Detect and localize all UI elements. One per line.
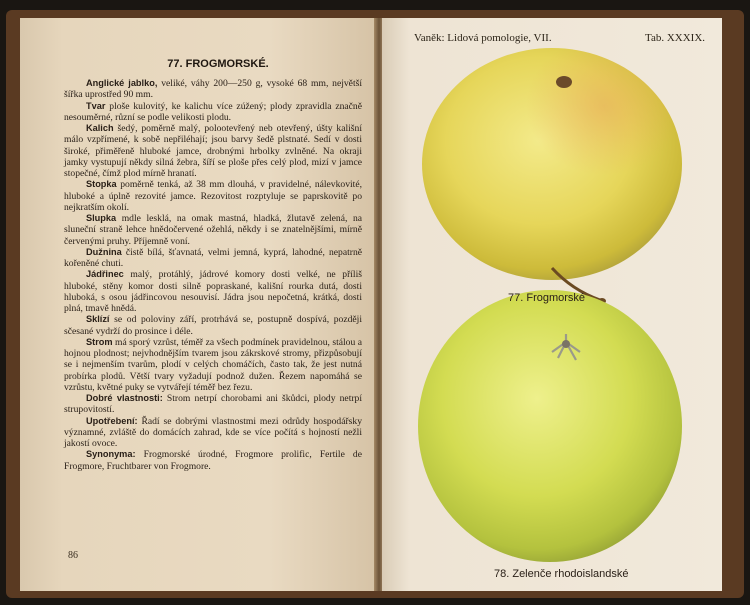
paragraph-lead: Kalich <box>86 123 114 133</box>
description-paragraph <box>64 269 362 314</box>
paragraph-lead: Stopka <box>86 179 117 190</box>
apple-illustrations <box>382 40 722 570</box>
paragraph-lead: Synonyma: <box>86 449 136 460</box>
paragraph-lead: Jádřinec <box>86 269 124 280</box>
paragraph-text: Frogmorské úrodné, Frogmore prolific, Fertile de Frogmore, Fruchtbarer von Frogmore. <box>64 449 362 472</box>
paragraph-lead: Sklízí <box>86 314 110 325</box>
paragraph-text: šedý, poměrně malý, polootevřený neb otevřený, úšty kališní málo vzpřímené, k sobě nepřiléhají; jsou barvy šedě plstnaté. Sedí v dosti široké, přiměřeně hluboké jamce, drobnými hrbolky zvlněné. Na okraji jamky vystupují někdy silná žebra, šíří se ploše přes celý plod, mizí v jamce stopečné, čímž plod mírně hranatí. <box>64 123 362 179</box>
caption-frogmorske: 77. Frogmorské <box>508 292 586 304</box>
paragraph-text: mdle lesklá, na omak mastná, hladká, žlutavě zelená, na sluneční straně lehce hnědočervené ožehlá, někdy i se znatelnějšími, mírně červenými pruhy. Příjemně voní. <box>64 213 362 247</box>
paragraph-text: veliké, váhy 200—250 g, vysoké 68 mm, největší šířka uprostřed 90 mm. <box>64 78 363 101</box>
description-paragraph <box>64 337 362 393</box>
paragraph-text: ploše kulovitý, ke kalichu více zúžený; plody zpravidla značně nesouměrné, různí se podle velikosti plodu. <box>64 100 362 123</box>
paragraph-lead: Upotřebení: <box>86 415 138 426</box>
description-paragraph <box>64 416 362 450</box>
plate-header-book: Vaněk: Lidová pomologie, VII. <box>414 32 552 44</box>
page-number: 86 <box>68 550 78 561</box>
paragraph-text: poměrně tenká, až 38 mm dlouhá, v pravidelné, nálevkovité, hluboké a úplně rezovité jamce. Rezovitost rozptyluje se paprskovitě po nejkratším okolí. <box>64 179 362 213</box>
paragraph-text: čistě bílá, šťavnatá, velmi jemná, kyprá, lahodné, nepatrně kořeněné chuti. <box>64 246 362 269</box>
description-paragraph <box>64 247 362 270</box>
description-paragraph <box>64 101 362 124</box>
paragraph-text: má sporý vzrůst, téměř za všech podmínek pravidelnou, stálou a hojnou plodnost; nejvhodnějším tvarem jsou zákrskové stromy, přizpůsobují se i nejmenším tvarům, plodí v celých chomáčích, často tak, že jest nutná probírka plodů. Větší tvary vyžadují podnož dužen. Řezem napomáhá se vzrůstu, květné puky se vytvářejí téměř bez řezu. <box>64 336 362 393</box>
paragraph-text: malý, protáhlý, jádrové komory dosti velké, ne příliš hluboké, stěny komor dosti silně popraskané, kališní rourka dutá, dosti hluboká, s osou jádřincovou nesouvisí. Jádra jsou nepočetná, krátká, dosti plná, tmavě hnědá. <box>64 269 362 314</box>
variety-title: 77. FROGMORSKÉ. <box>167 58 269 70</box>
paragraph-text: Strom netrpí chorobami ani škůdci, plody netrpí strupovitostí. <box>64 393 363 416</box>
paragraph-lead: Dobré vlastnosti: <box>86 393 163 403</box>
caption-zelence: 78. Zelenče rhodoislandské <box>494 568 629 580</box>
description-paragraph <box>64 123 362 179</box>
description-paragraph <box>64 393 362 416</box>
variety-description <box>64 78 362 472</box>
description-paragraph <box>64 78 362 101</box>
paragraph-lead: Tvar <box>86 100 106 111</box>
plate-header-table: Tab. XXXIX. <box>645 32 706 44</box>
paragraph-text: se od poloviny září, protrhává se, postupně dospívá, později sčesané vydrží do prosince i déle. <box>64 314 362 337</box>
description-paragraph <box>64 449 362 472</box>
description-paragraph <box>64 179 362 213</box>
paragraph-text: Řadí se dobrými vlastnostmi mezi odrůdy hospodářsky významné, zvláště do domácích zahrad, kde se více počítá s hojností nežli jakostí ovoce. <box>64 415 362 449</box>
paragraph-lead: Slupka <box>86 213 117 223</box>
zelence-rhodoislandske-apple <box>418 290 682 562</box>
paragraph-lead: Dužnina <box>86 246 122 257</box>
paragraph-lead: Anglické jablko, <box>86 78 158 88</box>
frogmorske-apple <box>422 48 682 304</box>
description-paragraph <box>64 213 362 247</box>
paragraph-lead: Strom <box>86 336 113 347</box>
description-paragraph <box>64 314 362 337</box>
